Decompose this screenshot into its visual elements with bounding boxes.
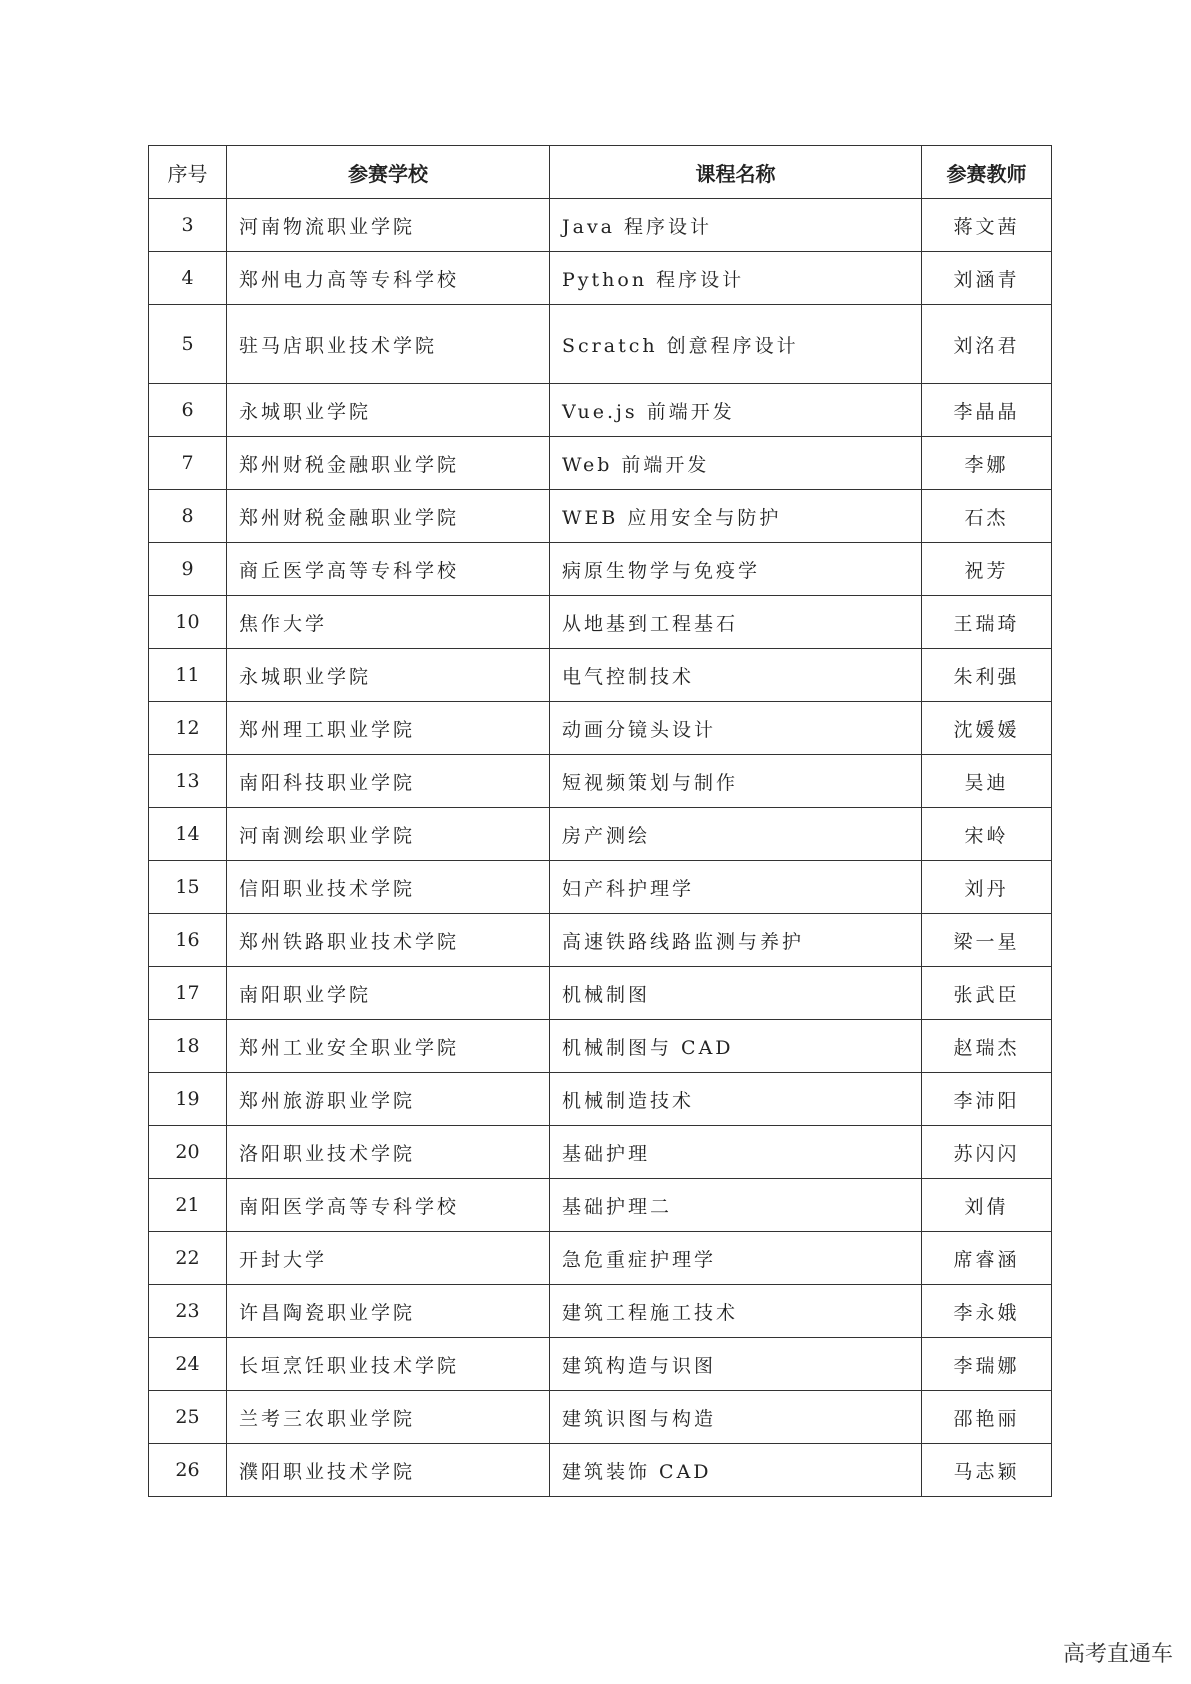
table-row (149, 252, 1052, 305)
row-school: 郑州铁路职业技术学院 (227, 914, 550, 967)
table-row (149, 1073, 1052, 1126)
row-teacher: 沈媛媛 (922, 702, 1052, 755)
row-teacher: 王瑞琦 (922, 596, 1052, 649)
row-school: 永城职业学院 (227, 649, 550, 702)
row-school: 郑州理工职业学院 (227, 702, 550, 755)
row-teacher: 石杰 (922, 490, 1052, 543)
row-index: 25 (149, 1391, 227, 1444)
header-teacher: 参赛教师 (922, 146, 1052, 199)
row-teacher: 赵瑞杰 (922, 1020, 1052, 1073)
row-course: 病原生物学与免疫学 (550, 543, 922, 596)
row-teacher: 邵艳丽 (922, 1391, 1052, 1444)
row-teacher: 李沛阳 (922, 1073, 1052, 1126)
row-index: 13 (149, 755, 227, 808)
row-course: 建筑工程施工技术 (550, 1285, 922, 1338)
row-school: 商丘医学高等专科学校 (227, 543, 550, 596)
row-school: 驻马店职业技术学院 (227, 305, 550, 384)
table-body (149, 199, 1052, 1497)
row-school: 焦作大学 (227, 596, 550, 649)
row-teacher: 李娜 (922, 437, 1052, 490)
row-school: 兰考三农职业学院 (227, 1391, 550, 1444)
row-school: 永城职业学院 (227, 384, 550, 437)
row-index: 19 (149, 1073, 227, 1126)
table-row (149, 1232, 1052, 1285)
row-school: 河南物流职业学院 (227, 199, 550, 252)
row-index: 17 (149, 967, 227, 1020)
row-school: 郑州工业安全职业学院 (227, 1020, 550, 1073)
row-teacher: 梁一星 (922, 914, 1052, 967)
row-teacher: 祝芳 (922, 543, 1052, 596)
row-school: 郑州财税金融职业学院 (227, 437, 550, 490)
row-teacher: 苏闪闪 (922, 1126, 1052, 1179)
row-course: 动画分镜头设计 (550, 702, 922, 755)
table-row (149, 437, 1052, 490)
table-row (149, 967, 1052, 1020)
table-row (149, 305, 1052, 384)
row-index: 9 (149, 543, 227, 596)
row-index: 15 (149, 861, 227, 914)
row-course: 建筑构造与识图 (550, 1338, 922, 1391)
row-teacher: 宋岭 (922, 808, 1052, 861)
table-row (149, 543, 1052, 596)
participant-table (148, 145, 1052, 1497)
table-row (149, 914, 1052, 967)
row-teacher: 李瑞娜 (922, 1338, 1052, 1391)
row-teacher: 李永娥 (922, 1285, 1052, 1338)
row-course: 急危重症护理学 (550, 1232, 922, 1285)
watermark-text: 高考直通车 (1062, 1642, 1173, 1667)
row-teacher: 张武臣 (922, 967, 1052, 1020)
row-school: 南阳医学高等专科学校 (227, 1179, 550, 1232)
row-teacher: 朱利强 (922, 649, 1052, 702)
row-teacher: 李晶晶 (922, 384, 1052, 437)
row-index: 10 (149, 596, 227, 649)
table-row (149, 1285, 1052, 1338)
row-school: 开封大学 (227, 1232, 550, 1285)
row-teacher: 刘倩 (922, 1179, 1052, 1232)
table-row (149, 808, 1052, 861)
row-index: 20 (149, 1126, 227, 1179)
row-school: 信阳职业技术学院 (227, 861, 550, 914)
row-course: Python 程序设计 (550, 252, 922, 305)
row-school: 郑州财税金融职业学院 (227, 490, 550, 543)
table-row (149, 384, 1052, 437)
row-index: 21 (149, 1179, 227, 1232)
header-school: 参赛学校 (227, 146, 550, 199)
row-school: 濮阳职业技术学院 (227, 1444, 550, 1497)
table-row (149, 596, 1052, 649)
row-index: 23 (149, 1285, 227, 1338)
row-teacher: 席睿涵 (922, 1232, 1052, 1285)
row-school: 长垣烹饪职业技术学院 (227, 1338, 550, 1391)
row-teacher: 刘涵青 (922, 252, 1052, 305)
row-school: 南阳科技职业学院 (227, 755, 550, 808)
table-row (149, 1391, 1052, 1444)
row-course: 基础护理二 (550, 1179, 922, 1232)
row-index: 7 (149, 437, 227, 490)
row-index: 24 (149, 1338, 227, 1391)
row-course: WEB 应用安全与防护 (550, 490, 922, 543)
row-teacher: 蒋文茜 (922, 199, 1052, 252)
header-index: 序号 (149, 146, 227, 199)
row-course: 高速铁路线路监测与养护 (550, 914, 922, 967)
table-row (149, 1020, 1052, 1073)
row-course: 建筑装饰 CAD (550, 1444, 922, 1497)
row-course: Java 程序设计 (550, 199, 922, 252)
row-teacher: 吴迪 (922, 755, 1052, 808)
row-index: 4 (149, 252, 227, 305)
row-course: 建筑识图与构造 (550, 1391, 922, 1444)
row-index: 5 (149, 305, 227, 384)
row-index: 18 (149, 1020, 227, 1073)
table-row (149, 490, 1052, 543)
row-school: 许昌陶瓷职业学院 (227, 1285, 550, 1338)
row-school: 河南测绘职业学院 (227, 808, 550, 861)
row-teacher: 马志颖 (922, 1444, 1052, 1497)
row-course: 基础护理 (550, 1126, 922, 1179)
row-course: 电气控制技术 (550, 649, 922, 702)
row-index: 6 (149, 384, 227, 437)
table-header-row (149, 146, 1052, 199)
row-teacher: 刘洺君 (922, 305, 1052, 384)
row-course: 机械制造技术 (550, 1073, 922, 1126)
table-row (149, 1338, 1052, 1391)
table-row (149, 1179, 1052, 1232)
row-index: 16 (149, 914, 227, 967)
table-row (149, 755, 1052, 808)
table-row (149, 702, 1052, 755)
row-course: 机械制图与 CAD (550, 1020, 922, 1073)
row-index: 11 (149, 649, 227, 702)
row-index: 8 (149, 490, 227, 543)
row-school: 郑州电力高等专科学校 (227, 252, 550, 305)
row-index: 14 (149, 808, 227, 861)
table-row (149, 199, 1052, 252)
row-school: 南阳职业学院 (227, 967, 550, 1020)
table-row (149, 1444, 1052, 1497)
row-index: 3 (149, 199, 227, 252)
header-course: 课程名称 (550, 146, 922, 199)
row-course: 从地基到工程基石 (550, 596, 922, 649)
row-school: 洛阳职业技术学院 (227, 1126, 550, 1179)
table-row (149, 649, 1052, 702)
table-row (149, 1126, 1052, 1179)
row-index: 26 (149, 1444, 227, 1497)
row-course: Vue.js 前端开发 (550, 384, 922, 437)
table-row (149, 861, 1052, 914)
row-course: 机械制图 (550, 967, 922, 1020)
row-course: 妇产科护理学 (550, 861, 922, 914)
row-course: 短视频策划与制作 (550, 755, 922, 808)
row-school: 郑州旅游职业学院 (227, 1073, 550, 1126)
row-course: Scratch 创意程序设计 (550, 305, 922, 384)
row-course: 房产测绘 (550, 808, 922, 861)
row-index: 12 (149, 702, 227, 755)
row-course: Web 前端开发 (550, 437, 922, 490)
row-index: 22 (149, 1232, 227, 1285)
row-teacher: 刘丹 (922, 861, 1052, 914)
